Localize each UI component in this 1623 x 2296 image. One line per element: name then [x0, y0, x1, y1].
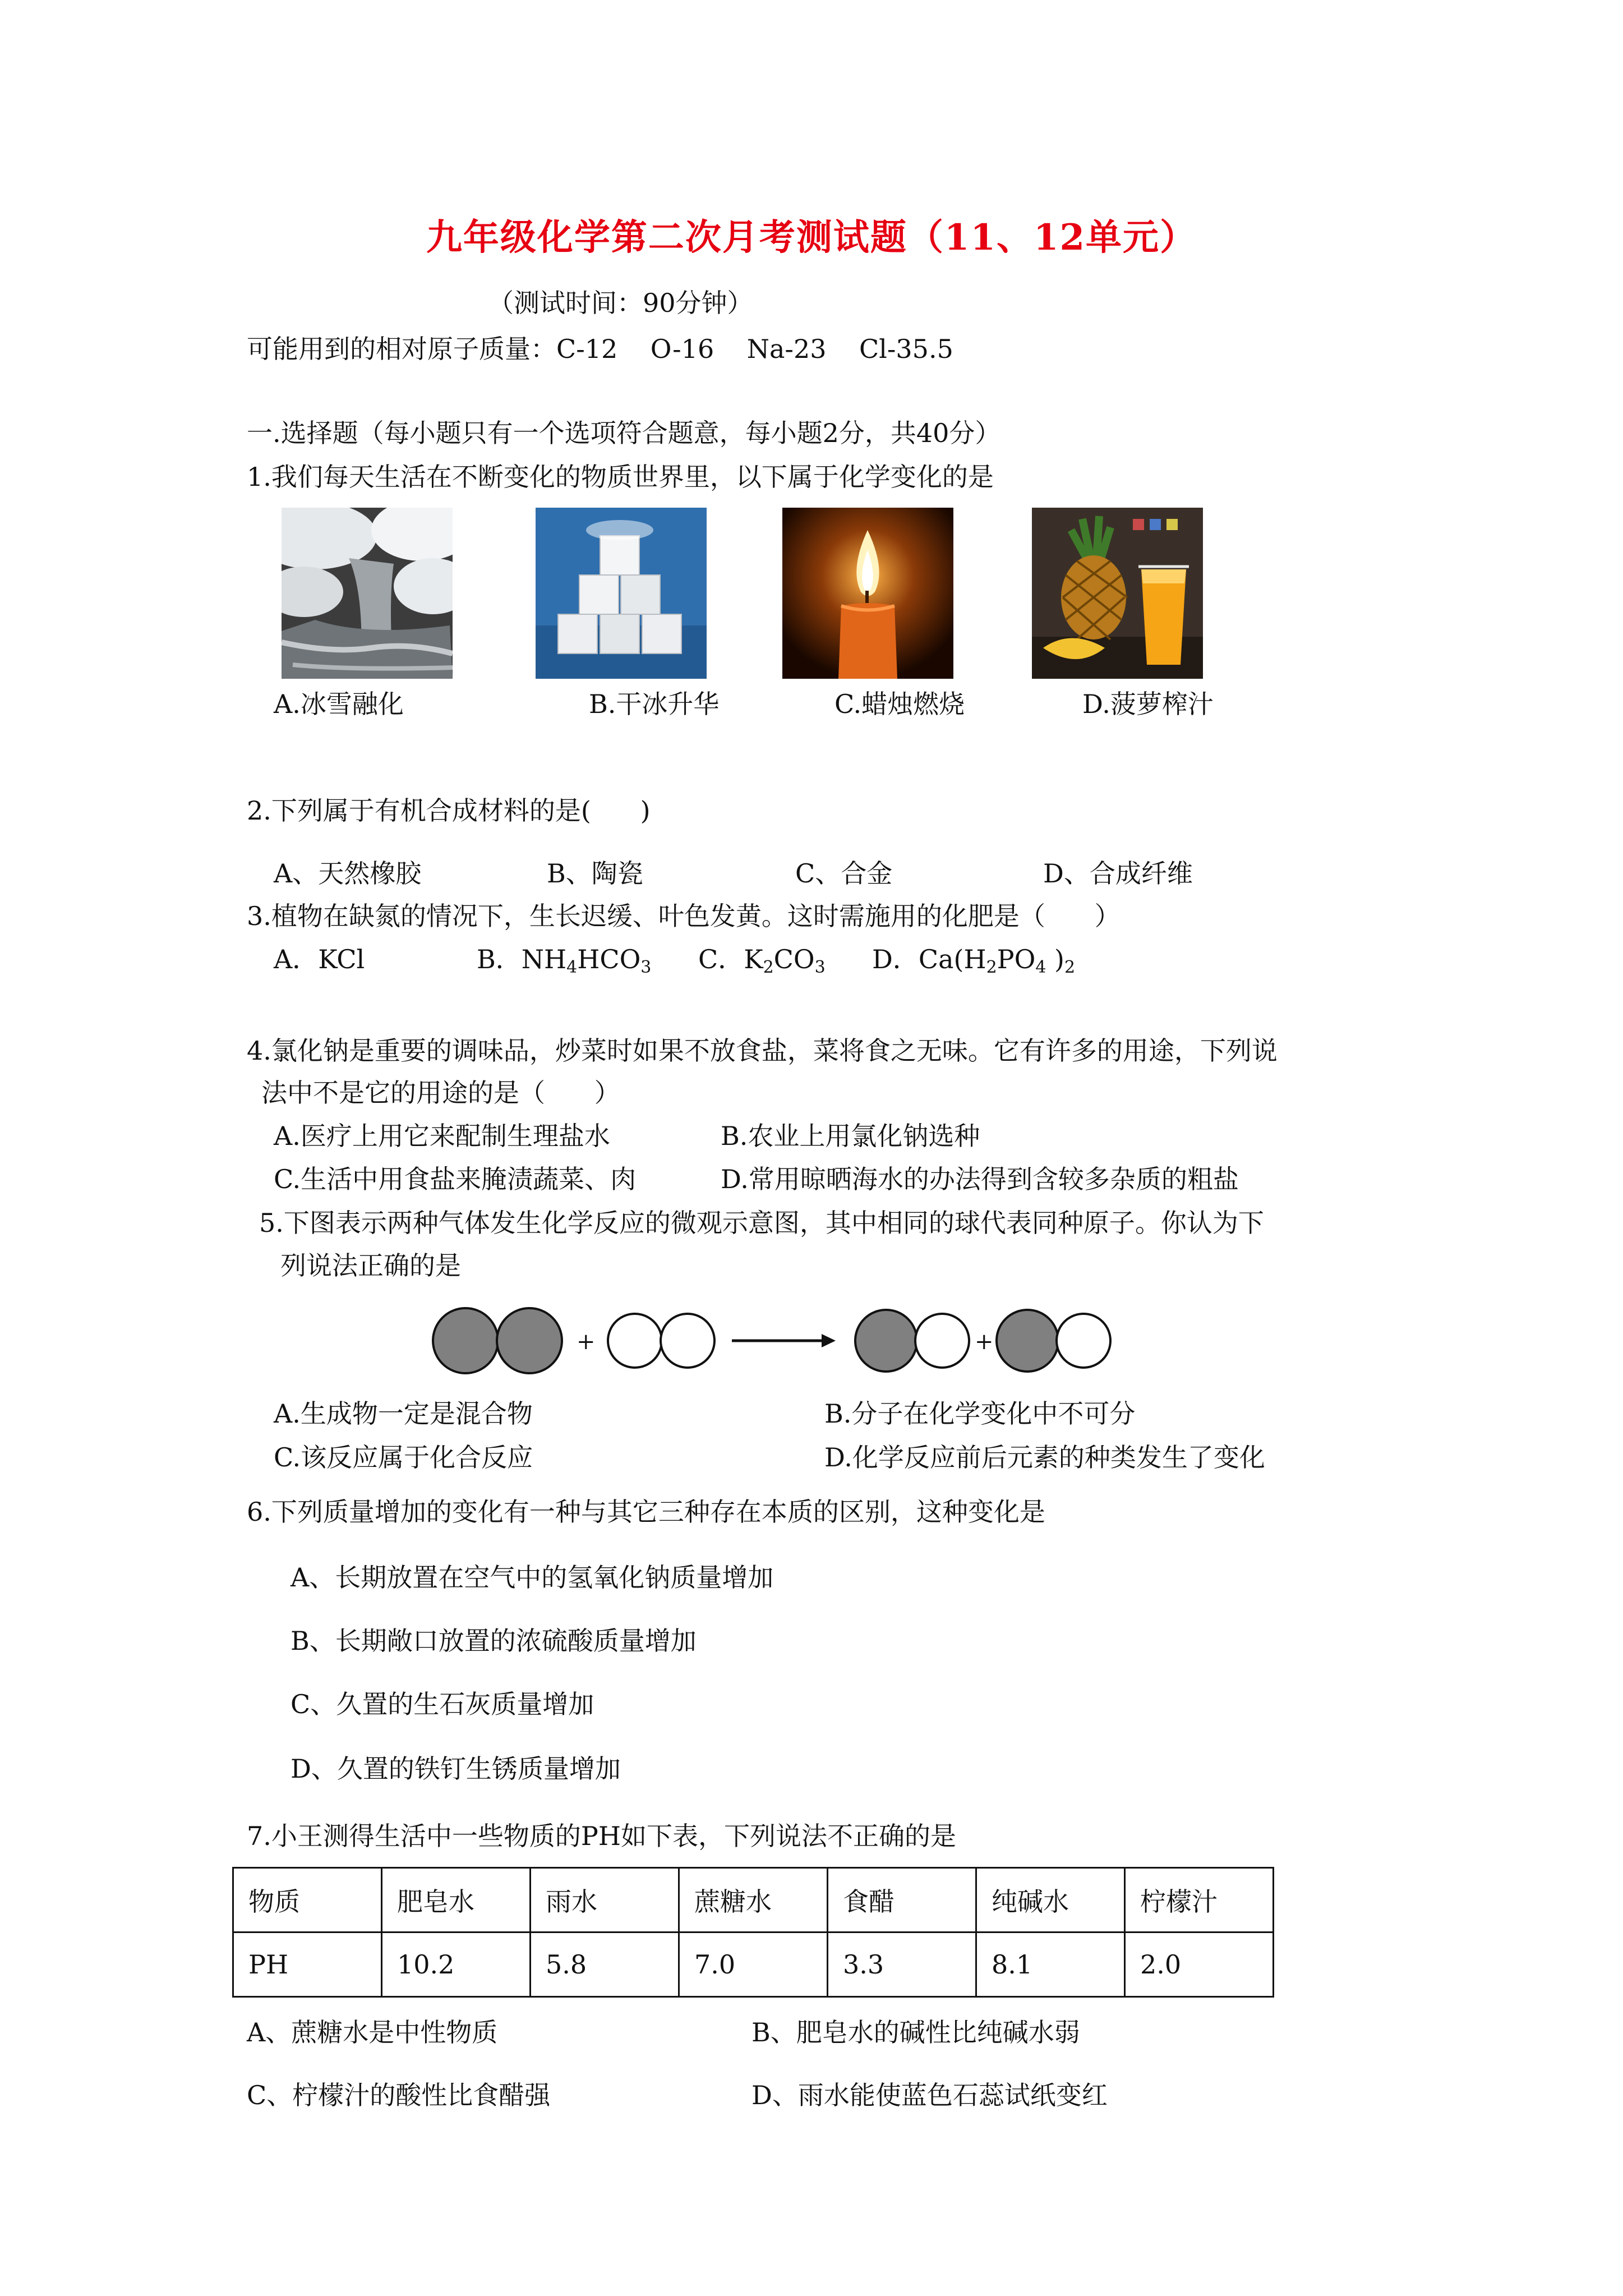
q7-stem: 7.小王测得生活中一些物质的PH如下表，下列说法不正确的是: [247, 1821, 956, 1851]
q2-option-b: B、陶瓷: [547, 858, 643, 889]
reactant-light-atom-1: [608, 1314, 662, 1368]
q6-stem: 6.下列质量增加的变化有一种与其它三种存在本质的区别，这种变化是: [247, 1497, 1045, 1527]
table-cell: 10.2: [382, 1932, 531, 1997]
table-cell: 2.0: [1125, 1932, 1274, 1997]
q4-stem-line-1: 4.氯化钠是重要的调味品，炒菜时如果不放食盐，菜将食之无味。它有许多的用途，下列说: [247, 1036, 1278, 1066]
reaction-diagram: [426, 1301, 1133, 1380]
q1-option-c: C.蜡烛燃烧: [834, 689, 965, 719]
q1-stem: 1.我们每天生活在不断变化的物质世界里，以下属于化学变化的是: [247, 462, 994, 492]
q2-option-c: C、合金: [795, 858, 893, 889]
q2-stem: 2.下列属于有机合成材料的是( ): [247, 795, 651, 826]
table-cell: 3.3: [828, 1932, 976, 1997]
q6-option-a: A、长期放置在空气中的氢氧化钠质量增加: [291, 1562, 774, 1593]
q7-option-c: C、柠檬汁的酸性比食醋强: [247, 2080, 551, 2110]
q5-option-b: B.分子在化学变化中不可分: [824, 1398, 1136, 1429]
reactant-dark-atom-1: [433, 1308, 498, 1373]
table-cell: 食醋: [828, 1868, 976, 1932]
q1-option-b: B.干冰升华: [589, 689, 720, 719]
table-header-row: [233, 1868, 1274, 1932]
plus-sign-right: +: [975, 1329, 994, 1355]
q5-option-c: C.该反应属于化合反应: [274, 1442, 533, 1473]
product-dark-atom-1: [855, 1310, 917, 1372]
table-cell: 8.1: [976, 1932, 1125, 1997]
table-cell: 雨水: [531, 1868, 679, 1932]
table-cell: 蔗糖水: [679, 1868, 828, 1932]
q6-option-c: C、久置的生石灰质量增加: [291, 1689, 594, 1719]
table-cell: 物质: [233, 1868, 382, 1932]
product-light-atom-1: [915, 1314, 969, 1368]
q6-option-d: D、久置的铁钉生锈质量增加: [291, 1754, 621, 1784]
q4-option-b: B.农业上用氯化钠选种: [721, 1121, 980, 1151]
product-dark-atom-2: [997, 1310, 1058, 1372]
pineapple-juice-icon: [1032, 508, 1203, 679]
q4-option-d: D.常用晾晒海水的办法得到含较多杂质的粗盐: [721, 1164, 1239, 1194]
reaction-arrow-head: [822, 1334, 836, 1347]
q1-option-a: A.冰雪融化: [274, 689, 404, 719]
q5-stem-line-1: 5.下图表示两种气体发生化学反应的微观示意图，其中相同的球代表同种原子。你认为下: [259, 1208, 1264, 1238]
plus-sign-left: +: [577, 1329, 596, 1355]
table-row: [233, 1932, 1274, 1997]
ph-table: [232, 1867, 1274, 1998]
q7-option-b: B、肥皂水的碱性比纯碱水弱: [751, 2017, 1080, 2047]
page-title: 九年级化学第二次月考测试题（11、12单元）: [426, 217, 1197, 259]
q4-option-a: A.医疗上用它来配制生理盐水: [274, 1121, 610, 1151]
table-cell: 7.0: [679, 1932, 828, 1997]
q4-stem-line-2: 法中不是它的用途的是（ ）: [261, 1078, 620, 1108]
table-cell: 纯碱水: [976, 1868, 1125, 1932]
q4-option-c: C.生活中用食盐来腌渍蔬菜、肉: [274, 1164, 637, 1194]
candle-flame-icon: [782, 508, 953, 679]
q5-stem-line-2: 列说法正确的是: [280, 1250, 461, 1281]
q3-stem: 3.植物在缺氮的情况下，生长迟缓、叶色发黄。这时需施用的化肥是（ ）: [247, 901, 1121, 931]
table-cell: PH: [233, 1932, 382, 1997]
table-cell: 5.8: [531, 1932, 679, 1997]
reactant-light-atom-2: [661, 1314, 714, 1368]
q3-option-c: C．$K_2CO_3$: [698, 944, 826, 977]
ice-snow-stream-icon: [282, 508, 453, 679]
dry-ice-blocks-icon: [536, 508, 707, 679]
q5-option-d: D.化学反应前后元素的种类发生了变化: [824, 1442, 1265, 1473]
table-cell: 肥皂水: [382, 1868, 531, 1932]
q7-option-a: A、蔗糖水是中性物质: [247, 2017, 498, 2047]
reactant-dark-atom-2: [497, 1308, 562, 1373]
q5-option-a: A.生成物一定是混合物: [274, 1398, 533, 1429]
q3-option-a: A．KCl: [274, 944, 365, 974]
q1-option-d: D.菠萝榨汁: [1082, 689, 1214, 719]
q2-option-a: A、天然橡胶: [274, 858, 422, 889]
q7-option-d: D、雨水能使蓝色石蕊试纸变红: [751, 2080, 1108, 2110]
q6-option-b: B、长期敞口放置的浓硫酸质量增加: [291, 1626, 697, 1656]
q2-option-d: D、合成纤维: [1043, 858, 1193, 889]
q3-option-b: B．$NH_4HCO_3$: [477, 944, 652, 977]
time-note: （测试时间：90分钟）: [488, 288, 753, 318]
atomic-mass-note: 可能用到的相对原子质量：C-12 O-16 Na-23 Cl-35.5: [247, 334, 953, 364]
section-1-heading: 一.选择题（每小题只有一个选项符合题意，每小题2分，共40分）: [247, 418, 1001, 448]
q3-option-d: D．$Ca(H_2PO_4$ )$_2$: [872, 944, 1076, 977]
product-light-atom-2: [1057, 1314, 1110, 1368]
table-cell: 柠檬汁: [1125, 1868, 1274, 1932]
